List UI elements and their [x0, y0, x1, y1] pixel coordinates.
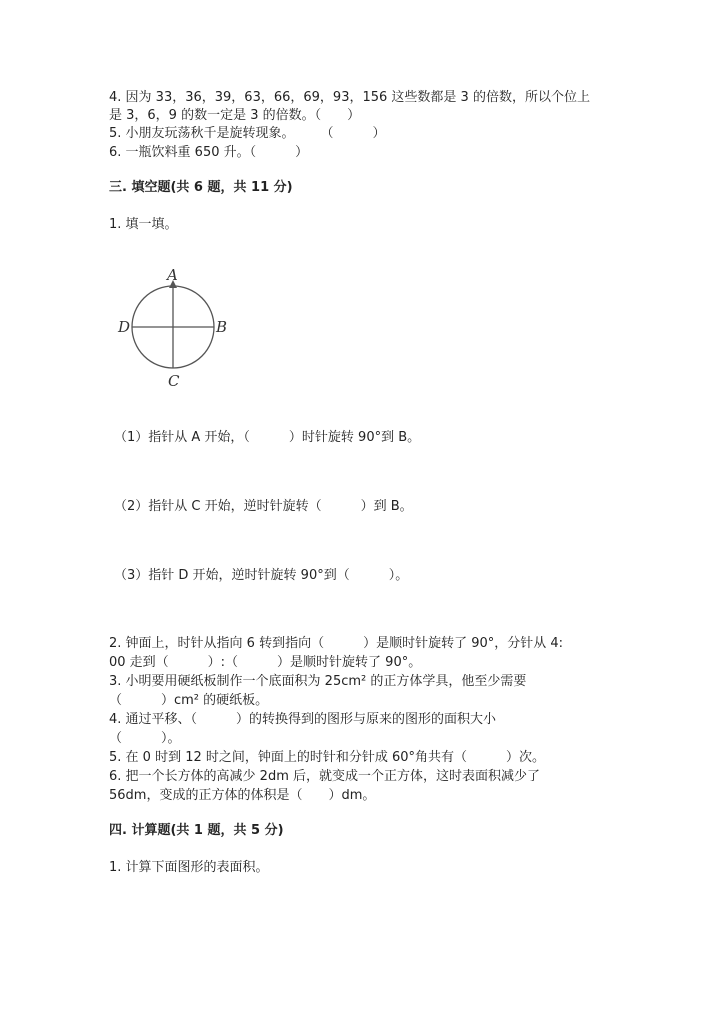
section3-sub2: （2）指针从 C 开始，逆时针旋转（ ）到 B。 [114, 499, 413, 514]
label-d: D [118, 318, 131, 336]
section4-title: 四. 计算题(共 1 题，共 5 分) [109, 823, 284, 838]
judgement-q4-line1: 4. 因为 33，36，39，63，66，69，93，156 这些数都是 3 的倍数，所以个位上 [109, 90, 590, 105]
rotation-diagram [114, 268, 234, 390]
judgement-q5: 5. 小朋友玩荡秋千是旋转现象。 （ ） [109, 126, 386, 141]
section3-title: 三. 填空题(共 6 题，共 11 分) [109, 180, 293, 195]
label-c: C [168, 372, 180, 390]
section3-q1-title: 1. 填一填。 [109, 217, 178, 232]
compass-figure [114, 268, 234, 390]
section3-q6-line2: 56dm，变成的正方体的体积是（ ）dm。 [109, 788, 376, 803]
section3-q4-line2: （ ）。 [109, 731, 181, 746]
section3-sub1: （1）指针从 A 开始，（ ）时针旋转 90°到 B。 [114, 430, 421, 445]
section3-q3-line2: （ ）cm² 的硬纸板。 [109, 693, 269, 708]
label-a: A [167, 268, 178, 284]
section3-q2-line1: 2. 钟面上，时针从指向 6 转到指向（ ）是顺时针旋转了 90°，分针从 4: [109, 636, 564, 651]
section3-q5: 5. 在 0 时到 12 时之间，钟面上的时针和分针成 60°角共有（ ）次。 [109, 750, 546, 765]
section3-q3-line1: 3. 小明要用硬纸板制作一个底面积为 25cm² 的正方体学具，他至少需要 [109, 674, 527, 689]
section3-q4-line1: 4. 通过平移、（ ）的转换得到的图形与原来的图形的面积大小 [109, 712, 497, 727]
judgement-q6: 6. 一瓶饮料重 650 升。（ ） [109, 145, 309, 160]
section4-q1: 1. 计算下面图形的表面积。 [109, 860, 269, 875]
section3-q2-line2: 00 走到（ ）:（ ）是顺时针旋转了 90°。 [109, 655, 422, 670]
label-b: B [216, 318, 228, 336]
judgement-q4-line2: 是 3，6，9 的数一定是 3 的倍数。（ ） [109, 108, 361, 123]
section3-q6-line1: 6. 把一个长方体的高减少 2dm 后，就变成一个正方体，这时表面积减少了 [109, 769, 540, 784]
section3-sub3: （3）指针 D 开始，逆时针旋转 90°到（ ）。 [114, 568, 409, 583]
